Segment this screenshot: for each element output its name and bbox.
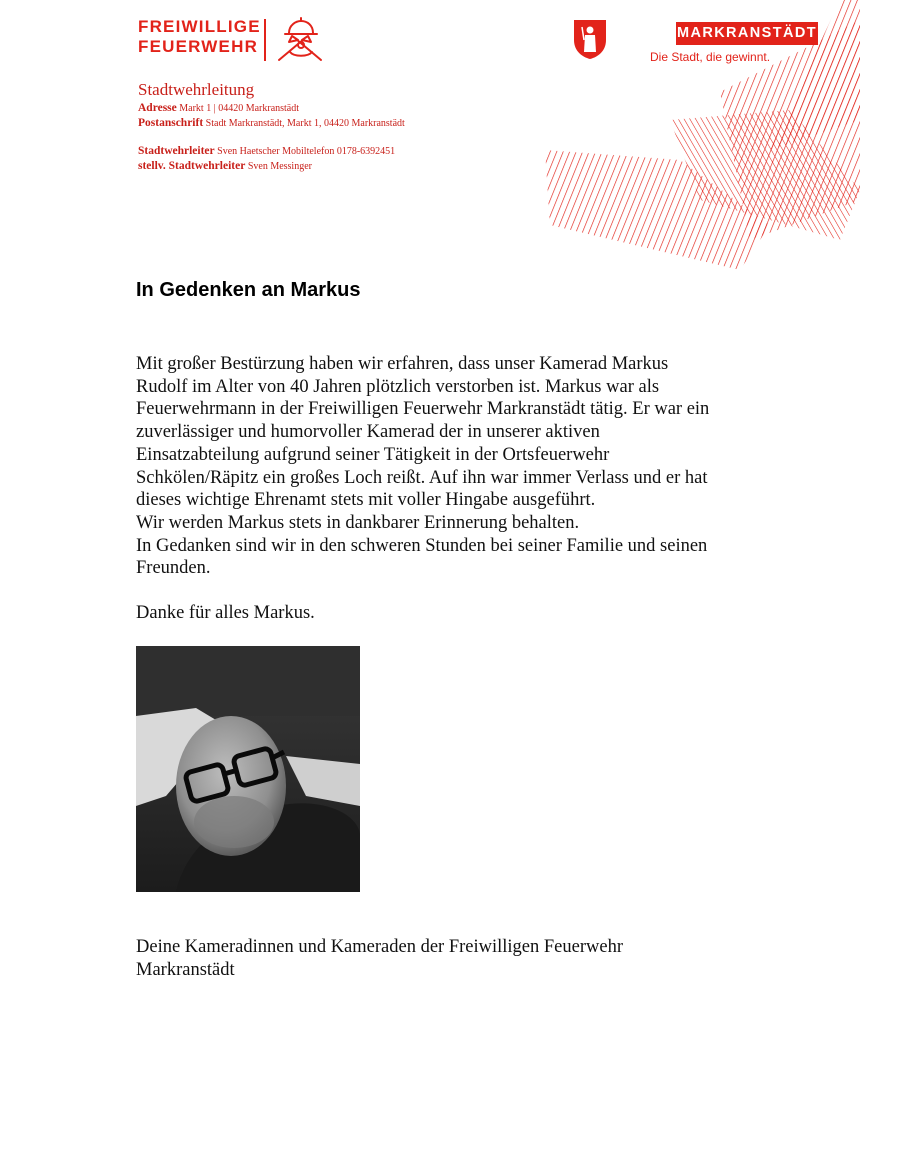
city-crest-icon: [572, 18, 608, 60]
deputy-line: [138, 159, 405, 174]
postal-line: [138, 116, 405, 131]
paragraph-line: zuverlässiger und humorvoller Kamerad der in unserer aktiven: [136, 422, 600, 443]
address-label: Adresse: [138, 102, 177, 114]
fire-brigade-logo-line1: FREIWILLIGE: [138, 17, 261, 36]
paragraph-line: Schkölen/Räpitz ein großes Loch reißt. Auf ihn war immer Verlass und er hat: [136, 467, 708, 488]
city-name-badge: MARKRANSTÄDT: [676, 22, 818, 45]
deputy-value: Sven Messinger: [247, 161, 312, 172]
paragraph-line: In Gedanken sind wir in den schweren Stunden bei seiner Familie und seinen: [136, 535, 708, 556]
paragraph-line: Wir werden Markus stets in dankbarer Erinnerung behalten.: [136, 512, 580, 533]
org-title: Stadtwehrleitung: [138, 80, 255, 99]
paragraph-line: Mit großer Bestürzung haben wir erfahren, dass unser Kamerad Markus: [136, 354, 669, 374]
paragraph-line: Freunden.: [136, 558, 211, 579]
fire-brigade-logo-text: [138, 17, 261, 57]
signature-block: [136, 936, 623, 981]
page-title: In Gedenken an Markus: [136, 279, 361, 301]
city-slogan: Die Stadt, die gewinnt.: [650, 50, 771, 64]
deputy-label: stellv. Stadtwehrleiter: [138, 160, 246, 172]
logo-divider: [264, 19, 266, 61]
paragraph-line: dieses wichtige Ehrenamt stets mit voller Hingabe ausgeführt.: [136, 490, 596, 511]
signature-line1: Deine Kameradinnen und Kameraden der Freiwilligen Feuerwehr: [136, 937, 623, 957]
sender-block: [138, 80, 405, 174]
address-value: Markt 1 | 04420 Markranstädt: [179, 103, 300, 114]
postal-value: Stadt Markranstädt, Markt 1, 04420 Markranstädt: [205, 118, 405, 129]
address-line: [138, 101, 405, 116]
paragraph-line: Einsatzabteilung aufgrund seiner Tätigkeit in der Ortsfeuerwehr: [136, 444, 610, 465]
thanks-line: Danke für alles Markus.: [136, 603, 315, 623]
leader-value: Sven Haetscher Mobiltelefon 0178-6392451: [217, 146, 396, 157]
leader-label: Stadtwehrleiter: [138, 145, 215, 157]
fire-brigade-logo: [138, 17, 338, 65]
postal-label: Postanschrift: [138, 117, 204, 129]
leader-line: [138, 144, 405, 159]
paragraph-line: Feuerwehrmann in der Freiwilligen Feuerwehr Markranstädt tätig. Er war ein: [136, 399, 710, 420]
signature-line2: Markranstädt: [136, 959, 235, 980]
paragraph-line: Rudolf im Alter von 40 Jahren plötzlich verstorben ist. Markus war als: [136, 376, 660, 397]
fire-brigade-logo-line2: FEUERWEHR: [138, 37, 259, 56]
memorial-paragraph: [136, 353, 796, 580]
fire-helmet-axes-icon: [274, 17, 326, 63]
portrait-photo: [136, 646, 360, 892]
